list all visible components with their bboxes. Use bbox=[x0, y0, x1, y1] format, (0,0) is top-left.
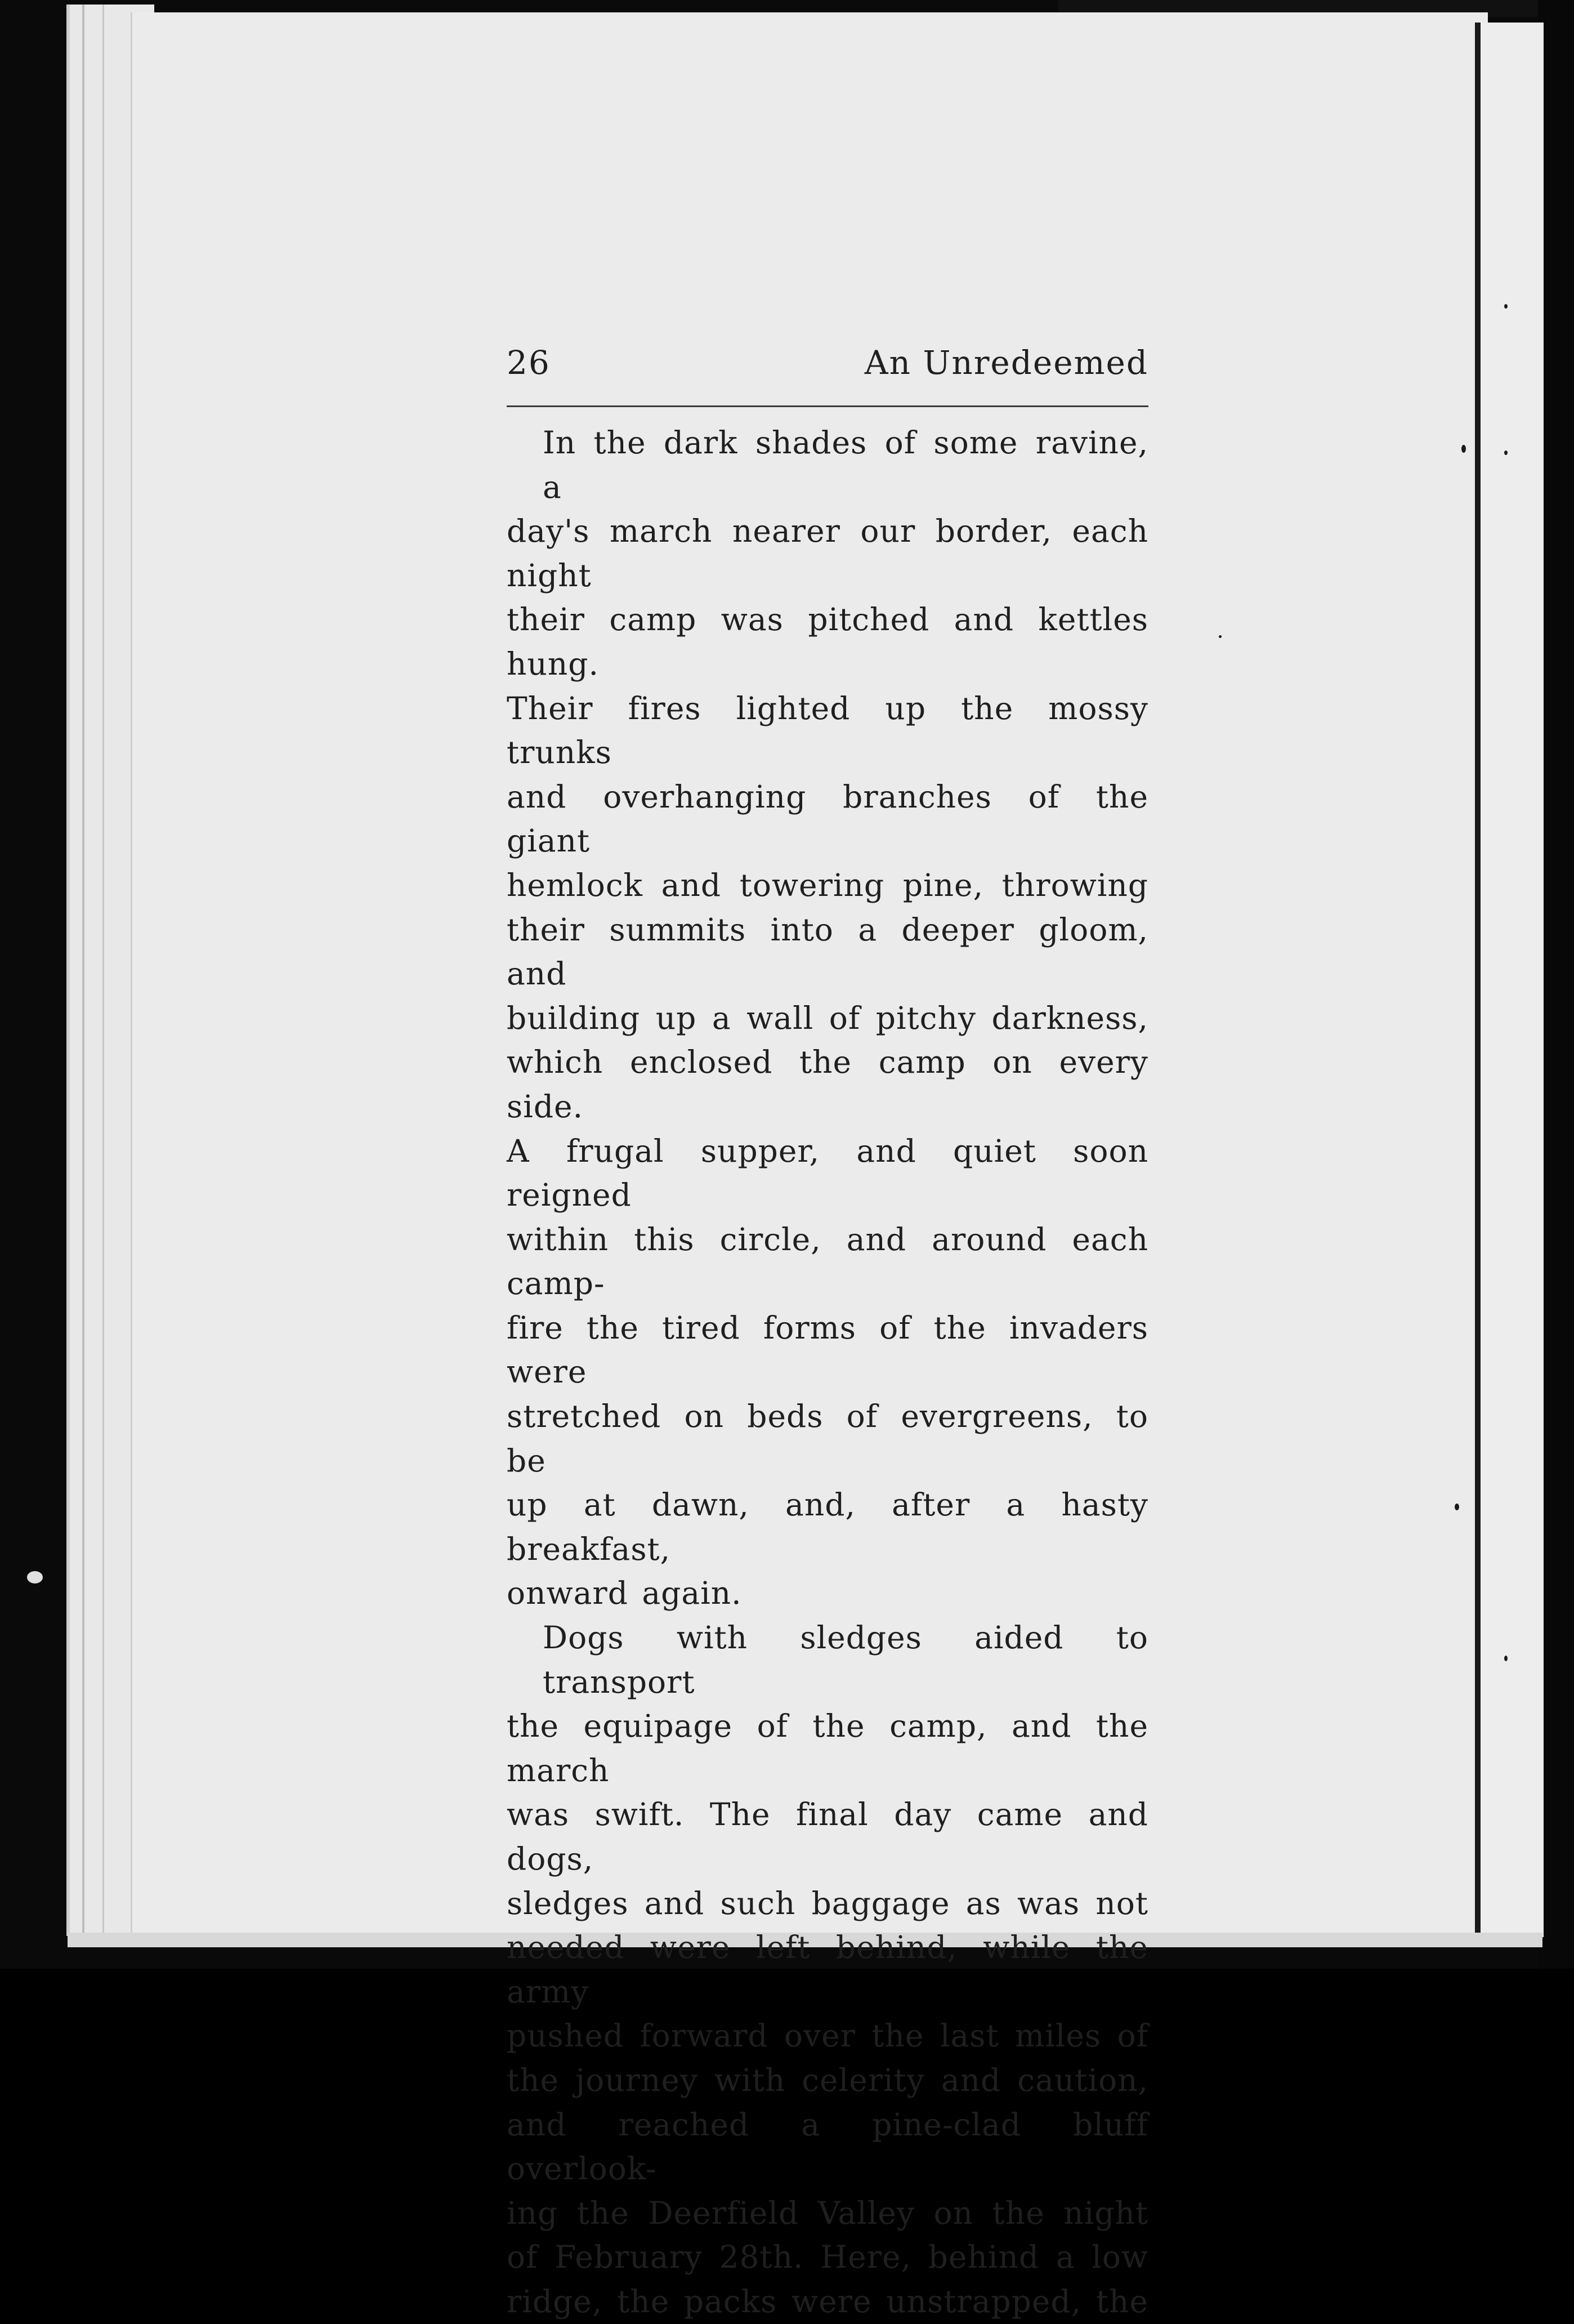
text-line: and overhanging branches of the giant bbox=[507, 778, 1148, 859]
text-block bbox=[507, 344, 1148, 2324]
text-line: the journey with celerity and caution, bbox=[507, 2062, 1148, 2098]
text-line: ridge, the packs were unstrapped, the bbox=[507, 2283, 1148, 2319]
scan-speck bbox=[1504, 304, 1508, 309]
text-line: stretched on beds of evergreens, to be bbox=[507, 1398, 1148, 1479]
text-line: which enclosed the camp on every side. bbox=[507, 1044, 1148, 1125]
text-line: the equipage of the camp, and the march bbox=[507, 1708, 1148, 1788]
text-line: building up a wall of pitchy darkness, bbox=[507, 1000, 1148, 1036]
text-line: Their fires lighted up the mossy trunks bbox=[507, 690, 1148, 771]
text-line: ing the Deerfield Valley on the night bbox=[507, 2194, 1148, 2231]
running-title: An Unredeemed bbox=[864, 344, 1148, 382]
text-line: pushed forward over the last miles of bbox=[507, 2018, 1148, 2054]
scan-speck bbox=[1504, 1656, 1508, 1661]
text-line: Dogs with sledges aided to transport bbox=[543, 1620, 1148, 1700]
text-line: onward again. bbox=[507, 1575, 742, 1612]
page-number: 26 bbox=[507, 344, 551, 382]
scan-speck bbox=[1461, 445, 1466, 453]
scan-speck bbox=[1455, 1504, 1459, 1510]
text-line: up at dawn, and, after a hasty breakfast, bbox=[507, 1487, 1148, 1567]
text-line: their camp was pitched and kettles hung. bbox=[507, 601, 1148, 682]
text-line: fire the tired forms of the invaders were bbox=[507, 1309, 1148, 1390]
scan-speck bbox=[1219, 635, 1222, 638]
text-line: their summits into a deeper gloom, and bbox=[507, 911, 1148, 992]
scan-speck bbox=[27, 1571, 43, 1583]
text-line: day's march nearer our border, each night bbox=[507, 513, 1148, 594]
text-line: A frugal supper, and quiet soon reigned bbox=[507, 1132, 1148, 1214]
text-line: hemlock and towering pine, throwing bbox=[507, 867, 1148, 903]
next-page-sliver bbox=[1475, 23, 1544, 1937]
running-head bbox=[507, 344, 1148, 393]
text-line: needed were left behind, while the army bbox=[507, 1929, 1148, 2010]
text-line: In the dark shades of some ravine, a bbox=[543, 425, 1148, 505]
header-rule bbox=[507, 405, 1148, 407]
text-line: and reached a pine-clad bluff overlook- bbox=[507, 2106, 1148, 2187]
text-line: was swift. The final day came and dogs, bbox=[507, 1796, 1148, 1877]
text-line: sledges and such baggage as was not bbox=[507, 1885, 1148, 1921]
scan-speck bbox=[1504, 450, 1508, 455]
text-line: of February 28th. Here, behind a low bbox=[507, 2239, 1148, 2276]
text-line: within this circle, and around each camp- bbox=[507, 1221, 1148, 1302]
paragraph bbox=[507, 1616, 1148, 2324]
paragraph bbox=[507, 421, 1148, 1616]
